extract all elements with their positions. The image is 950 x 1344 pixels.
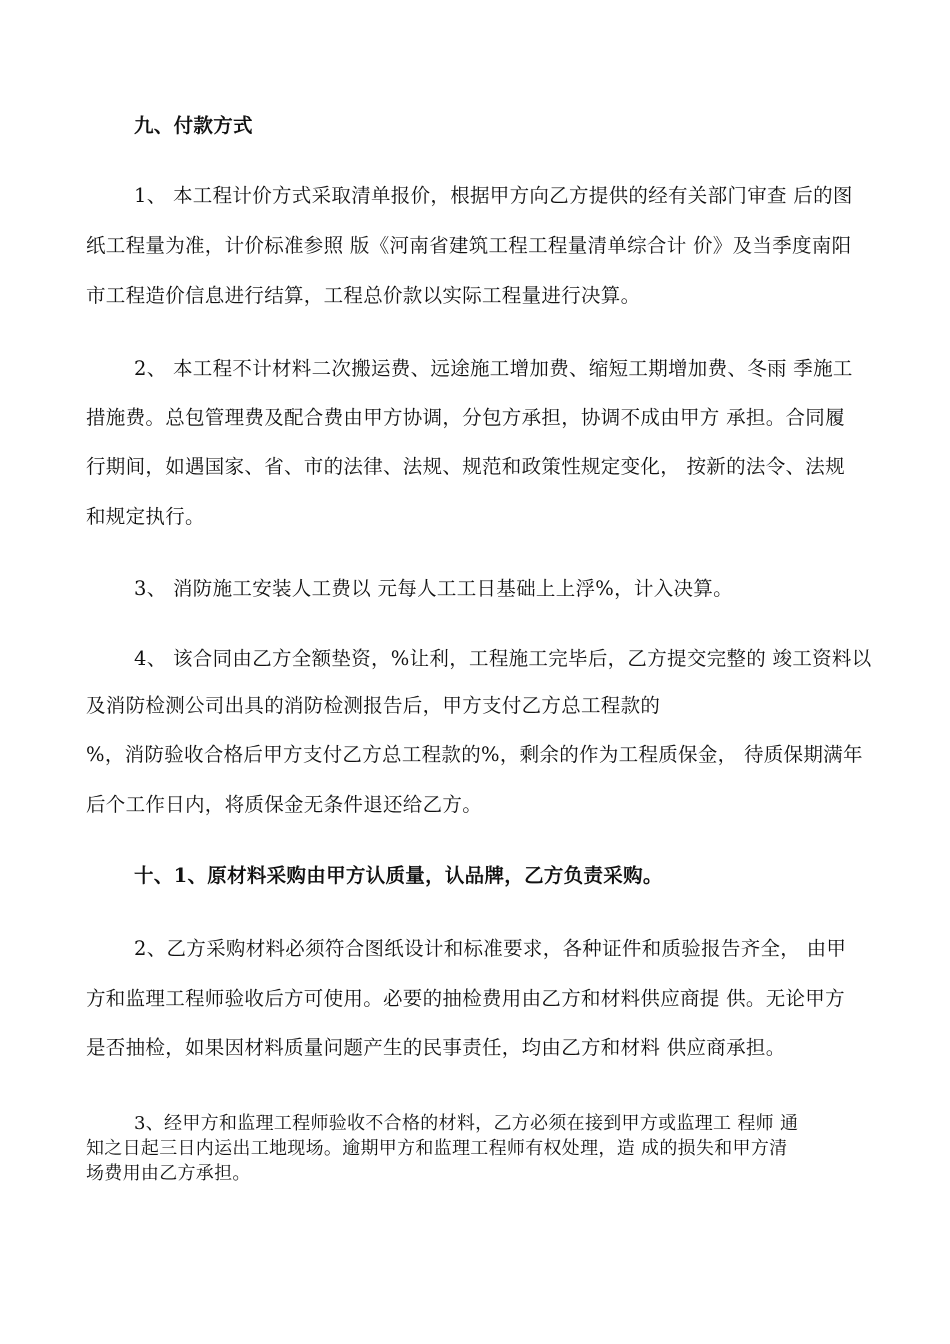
item-4-line-2: 及消防检测公司出具的消防检测报告后，甲方支付乙方总工程款的: [86, 694, 661, 717]
item-4-line-1: 4、 该合同由乙方全额垫资，%让利，工程施工完毕后，乙方提交完整的 竣工资料以: [134, 647, 872, 670]
section-10-item-3-line-2: 知之日起三日内运出工地现场。逾期甲方和监理工程师有权处理，造 成的损失和甲方清: [86, 1138, 788, 1159]
section-10-item-3-line-3: 场费用由乙方承担。: [86, 1163, 251, 1184]
item-4-line-4: 后个工作日内，将质保金无条件退还给乙方。: [86, 793, 483, 816]
item-2-line-2: 措施费。总包管理费及配合费由甲方协调，分包方承担，协调不成由甲方 承担。合同履: [86, 406, 845, 429]
item-1-line-3: 市工程造价信息进行结算，工程总价款以实际工程量进行决算。: [86, 284, 641, 307]
item-1-line-2: 纸工程量为准，计价标准参照 版《河南省建筑工程工程量清单综合计 价》及当季度南阳: [86, 234, 852, 257]
section-10-item-2-line-3: 是否抽检，如果因材料质量问题产生的民事责任，均由乙方和材料 供应商承担。: [86, 1036, 786, 1059]
item-3-line-1: 3、 消防施工安装人工费以 元每人工工日基础上上浮%，计入决算。: [134, 577, 733, 600]
item-1-line-1: 1、 本工程计价方式采取清单报价，根据甲方向乙方提供的经有关部门审查 后的图: [134, 184, 853, 207]
item-4-line-3: %，消防验收合格后甲方支付乙方总工程款的%，剩余的作为工程质保金， 待质保期满年: [86, 743, 863, 766]
section-10-item-2-line-1: 2、乙方采购材料必须符合图纸设计和标准要求，各种证件和质验报告齐全， 由甲: [134, 937, 847, 960]
item-2-line-3: 行期间，如遇国家、省、市的法律、法规、规范和政策性规定变化， 按新的法令、法规: [86, 455, 845, 478]
section-10-heading: 十、1、原材料采购由甲方认质量，认品牌，乙方负责采购。: [134, 864, 663, 887]
section-10-item-3-line-1: 3、经甲方和监理工程师验收不合格的材料，乙方必须在接到甲方或监理工 程师 通: [134, 1113, 799, 1134]
item-2-line-4: 和规定执行。: [86, 505, 205, 528]
section-10-item-2-line-2: 方和监理工程师验收后方可使用。必要的抽检费用由乙方和材料供应商提 供。无论甲方: [86, 987, 845, 1010]
section-9-heading: 九、付款方式: [134, 114, 253, 137]
item-2-line-1: 2、 本工程不计材料二次搬运费、远途施工增加费、缩短工期增加费、冬雨 季施工: [134, 357, 853, 380]
